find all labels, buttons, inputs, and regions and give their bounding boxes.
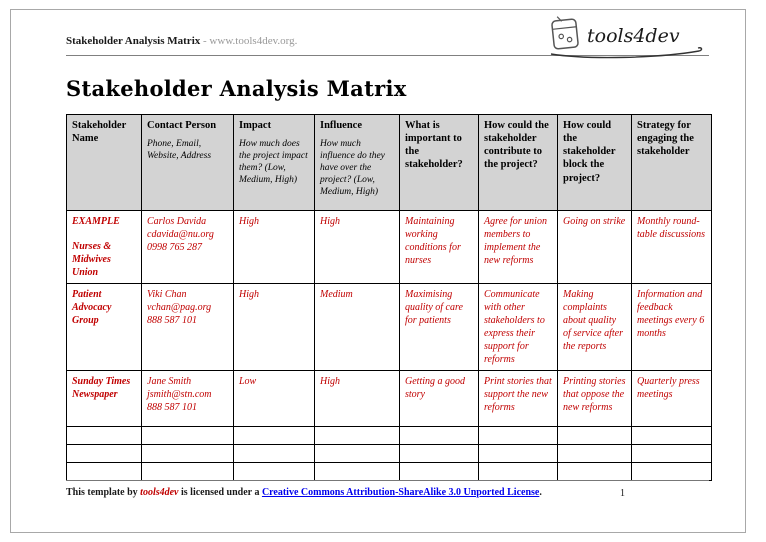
contact-name: Carlos Davida bbox=[147, 216, 207, 227]
empty-cell bbox=[558, 427, 632, 445]
header-site-url: - www.tools4dev.org. bbox=[203, 35, 298, 47]
contribute-text: Print stories that support the new reforms bbox=[484, 376, 552, 413]
empty-cell bbox=[632, 427, 712, 445]
block-text: Going on strike bbox=[563, 216, 626, 227]
header-subtitle: How much does the project impact them? (Low, Medium, High) bbox=[239, 139, 308, 185]
contact-email: jsmith@stn.com bbox=[147, 389, 212, 400]
document-header bbox=[66, 10, 709, 56]
empty-cell bbox=[558, 445, 632, 463]
table-row bbox=[67, 371, 712, 427]
impact-value: Low bbox=[239, 376, 257, 387]
strategy-text: Information and feedback meetings every 6 months bbox=[637, 289, 705, 339]
contact-name: Viki Chan bbox=[147, 289, 187, 300]
table-row-empty bbox=[67, 445, 712, 463]
empty-cell bbox=[67, 427, 142, 445]
empty-cell bbox=[67, 463, 142, 481]
header-title: What is important to the stakeholder? bbox=[405, 120, 463, 171]
cell-contact bbox=[142, 284, 234, 371]
empty-cell bbox=[315, 463, 400, 481]
important-text: Getting a good story bbox=[405, 376, 465, 400]
important-text: Maintaining working conditions for nurses bbox=[405, 216, 461, 266]
empty-cell bbox=[400, 427, 479, 445]
stakeholder-name-text: EXAMPLE bbox=[72, 216, 120, 227]
document-footer bbox=[66, 480, 709, 498]
contact-phone: 888 587 101 bbox=[147, 315, 197, 326]
contribute-text: Agree for union members to implement the new reforms bbox=[484, 216, 547, 266]
strategy-text: Monthly round-table discussions bbox=[637, 216, 706, 240]
header-impact bbox=[234, 115, 315, 211]
impact-value: High bbox=[239, 216, 259, 227]
table-row bbox=[67, 284, 712, 371]
license-link[interactable]: Creative Commons Attribution-ShareAlike 3.0 Unported License bbox=[261, 487, 540, 498]
cell-contribute bbox=[479, 371, 558, 427]
cell-contact bbox=[142, 371, 234, 427]
empty-cell bbox=[234, 445, 315, 463]
cell-influence bbox=[315, 211, 400, 284]
footer-prefix: This template by bbox=[66, 487, 141, 498]
cell-important bbox=[400, 371, 479, 427]
table-header-row bbox=[67, 115, 712, 211]
empty-cell bbox=[400, 445, 479, 463]
empty-cell bbox=[632, 445, 712, 463]
header-doc-label: Stakeholder Analysis Matrix bbox=[66, 35, 204, 47]
impact-value: High bbox=[239, 289, 259, 300]
header-strategy bbox=[632, 115, 712, 211]
footer-text-line bbox=[66, 487, 709, 498]
contact-email: cdavida@nu.org bbox=[147, 229, 214, 240]
contact-phone: 0998 765 287 bbox=[147, 242, 202, 253]
cell-influence bbox=[315, 284, 400, 371]
header-title: How could the stakeholder contribute to the project? bbox=[484, 120, 549, 171]
block-text: Making complaints about quality of service after the reports bbox=[563, 289, 623, 352]
empty-cell bbox=[315, 427, 400, 445]
cell-contribute bbox=[479, 284, 558, 371]
stakeholder-matrix-table bbox=[66, 114, 712, 481]
cell-important bbox=[400, 284, 479, 371]
empty-cell bbox=[142, 427, 234, 445]
cell-impact bbox=[234, 211, 315, 284]
stakeholder-name-text: Nurses & Midwives Union bbox=[72, 241, 112, 278]
empty-cell bbox=[479, 445, 558, 463]
influence-value: Medium bbox=[320, 289, 353, 300]
document-page bbox=[10, 9, 746, 533]
header-title: Impact bbox=[239, 120, 272, 131]
cell-strategy bbox=[632, 284, 712, 371]
footer-middle: is licensed under a bbox=[178, 487, 262, 498]
empty-cell bbox=[142, 445, 234, 463]
header-title: Stakeholder Name bbox=[72, 120, 127, 145]
footer-suffix: . bbox=[539, 487, 542, 498]
toolbox-icon bbox=[551, 15, 578, 49]
document-content bbox=[11, 10, 745, 532]
cell-stakeholder-name bbox=[67, 371, 142, 427]
empty-cell bbox=[142, 463, 234, 481]
header-contribute bbox=[479, 115, 558, 211]
important-text: Maximising quality of care for patients bbox=[405, 289, 463, 326]
cell-impact bbox=[234, 371, 315, 427]
header-what-important bbox=[400, 115, 479, 211]
empty-cell bbox=[400, 463, 479, 481]
footer-brand: tools4dev bbox=[140, 487, 179, 498]
stakeholder-name-text: Sunday Times Newspaper bbox=[72, 376, 131, 400]
empty-cell bbox=[479, 463, 558, 481]
cell-block bbox=[558, 371, 632, 427]
header-subtitle: How much influence do they have over the project? (Low, Medium, High) bbox=[320, 139, 385, 197]
cell-stakeholder-name bbox=[67, 284, 142, 371]
header-block bbox=[558, 115, 632, 211]
block-text: Printing stories that oppose the new reforms bbox=[563, 376, 626, 413]
cell-strategy bbox=[632, 211, 712, 284]
header-title: Strategy for engaging the stakeholder bbox=[637, 120, 694, 158]
empty-cell bbox=[234, 463, 315, 481]
header-influence bbox=[315, 115, 400, 211]
empty-cell bbox=[67, 445, 142, 463]
empty-cell bbox=[632, 463, 712, 481]
tools4dev-logo bbox=[549, 12, 709, 62]
table-row-empty bbox=[67, 427, 712, 445]
cell-contact bbox=[142, 211, 234, 284]
stakeholder-name-text: Patient Advocacy Group bbox=[72, 289, 112, 326]
contact-phone: 888 587 101 bbox=[147, 402, 197, 413]
strategy-text: Quarterly press meetings bbox=[637, 376, 700, 400]
table-row bbox=[67, 211, 712, 284]
header-title: Influence bbox=[320, 120, 362, 131]
cell-contribute bbox=[479, 211, 558, 284]
cell-block bbox=[558, 284, 632, 371]
header-title: Contact Person bbox=[147, 120, 217, 131]
header-subtitle: Phone, Email, Website, Address bbox=[147, 139, 212, 161]
cell-block bbox=[558, 211, 632, 284]
empty-cell bbox=[558, 463, 632, 481]
empty-cell bbox=[315, 445, 400, 463]
logo-text: tools4dev bbox=[587, 25, 680, 47]
header-stakeholder-name bbox=[67, 115, 142, 211]
cell-impact bbox=[234, 284, 315, 371]
table-row-empty bbox=[67, 463, 712, 481]
empty-cell bbox=[479, 427, 558, 445]
cell-stakeholder-name bbox=[67, 211, 142, 284]
contact-name: Jane Smith bbox=[147, 376, 192, 387]
page-title: Stakeholder Analysis Matrix bbox=[66, 76, 407, 101]
cell-important bbox=[400, 211, 479, 284]
influence-value: High bbox=[320, 216, 340, 227]
logo-underline-swash bbox=[551, 48, 702, 58]
tools4dev-logo-graphic bbox=[549, 12, 709, 62]
page-number: 1 bbox=[620, 488, 625, 499]
cell-influence bbox=[315, 371, 400, 427]
empty-cell bbox=[234, 427, 315, 445]
contribute-text: Communicate with other stakeholders to express their support for reforms bbox=[484, 289, 545, 365]
header-contact-person bbox=[142, 115, 234, 211]
header-title: How could the stakeholder block the project? bbox=[563, 120, 616, 184]
contact-email: vchan@pag.org bbox=[147, 302, 212, 313]
cell-strategy bbox=[632, 371, 712, 427]
influence-value: High bbox=[320, 376, 340, 387]
